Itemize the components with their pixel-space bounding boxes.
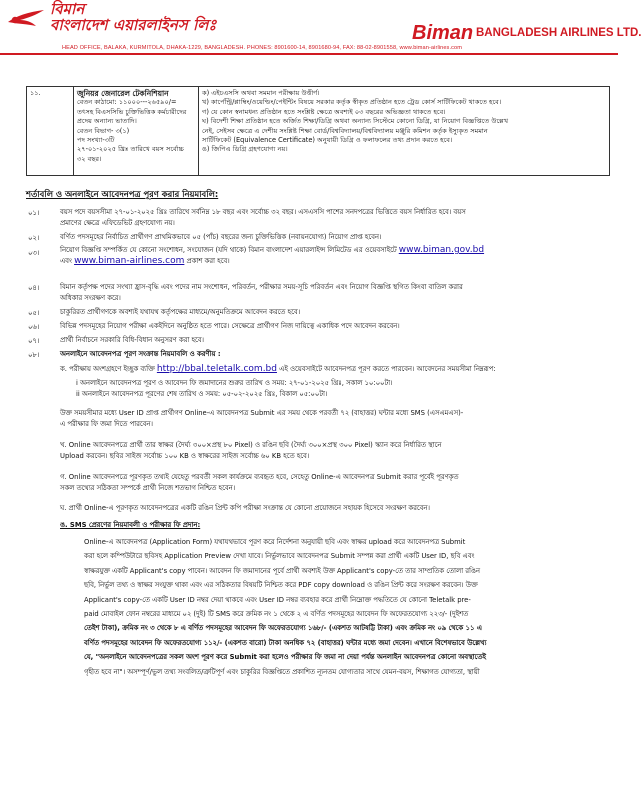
condition-heading: অনলাইনে আবেদনপত্র পূরণ সংক্রান্ত নিয়মাবলি ও করণীয় : — [60, 350, 221, 358]
sub-text: উক্ত সময়সীমার মধ্যে User ID প্রাপ্ত প্রার্থীগণ Online-এ আবেদনপত্র Submit এর সময় থেকে পরবর্তী ৭২ (বাহাত্তর) ঘন্টার মধ্যে SMS (এসএমএস)- — [60, 409, 464, 417]
sub-item-ga — [60, 472, 612, 494]
sub-text: ক. পরীক্ষায় অংশগ্রহণে ইচ্ছুক ব্যক্তি — [60, 365, 155, 373]
job-post-cell — [74, 87, 199, 176]
condition-item — [60, 245, 610, 267]
sms-line: করা হলে কম্পিউটারে ছবিসহ Application Preview দেখা যাবে। নির্ভুলভাবে আবেদনপত্র Submit সম্পন্ন করা প্রার্থী একটি User ID, ছবি এবং — [84, 552, 475, 561]
schedule-line — [76, 378, 612, 400]
condition-item — [60, 307, 610, 318]
sub-text: এই ওয়েবসাইটে আবেদনপত্র পূরণ করতে পারবেন। আবেদনের সময়সীমা নিম্নরূপ: — [279, 365, 496, 373]
sub-text: ঘ. প্রার্থী Online-এ পূরণকৃত আবেদনপত্রের একটি রঙিন প্রিন্ট কপি পরীক্ষা সংক্রান্ত যে কোনো প্রয়োজনে সহায়ক হিসেবে সংরক্ষণ করবেন। — [60, 504, 430, 512]
item-number: ০৭। — [28, 337, 40, 345]
sms-line: স্বাক্ষরযুক্ত একটি Applicant's copy পাবেন। আবেদন ফি জমাদানের পূর্বে প্রার্থী অবশ্যই উক্ত Applicant's copy-তে তার সাম্প্রতিক তোলা রঙিন — [84, 566, 480, 575]
condition-text: অধিকার সংরক্ষণ করে। — [60, 294, 121, 303]
schedule-start: i অনলাইনে আবেদনপত্র পূরণ ও আবেদন ফি জমাদানের শুরুর তারিখ ও সময়: ২৭-০১-২০২৫ খ্রিঃ, সকাল ১০:০০টা। — [76, 379, 393, 387]
qualification-line: ঘ) বিদেশী শিক্ষা প্রতিষ্ঠান হতে অর্জিত শিক্ষা/ডিগ্রি অথবা অন্যান্য সিস্টেমে কোনো ডিগ্রি, যা নিয়োগ বিজ্ঞপ্তিতে উল্লেখ — [202, 117, 509, 126]
qualification-line: গ) যে কোন স্বনামধন্য প্রতিষ্ঠান হতে সংশ্লিষ্ট ক্ষেত্রে অবশ্যই ০৩ বছরের অভিজ্ঞতা থাকতে হবে। — [202, 107, 446, 116]
letterhead — [0, 0, 641, 58]
item-number: ০৪। — [28, 284, 40, 292]
qualification-line: ক) এইচএসসি অথবা সমমান পরীক্ষায় উত্তীর্ণ। — [202, 89, 320, 97]
condition-item — [60, 207, 610, 229]
sub-item-gha — [60, 503, 612, 514]
sub-text: খ. Online আবেদনপত্রে প্রার্থী তার স্বাক্ষর (দৈর্ঘ্য ৩০০×প্রস্থ ৮০ Pixel) ও রঙিন ছবি (দৈর্ঘ্য ৩০০×প্রস্থ ৩০০ Pixel) স্ক্যান করে নির্ধারিত স্থানে — [60, 441, 442, 449]
job-qualification-cell — [199, 87, 610, 176]
sub-note — [60, 408, 612, 430]
condition-item — [60, 321, 610, 332]
sub-text: সকল তথ্যের সঠিকতা সম্পর্কে প্রার্থী নিজে শতভাগ নিশ্চিত হবেন। — [60, 484, 236, 493]
condition-text: এবং — [60, 257, 72, 266]
biman-airlines-link[interactable]: www.biman-airlines.com — [74, 256, 185, 267]
teletalk-link[interactable]: http://bbal.teletalk.com.bd — [156, 364, 277, 374]
qualification-line: খ) কার্পেন্ট্রি/প্লাম্বিং/ওয়েল্ডিং/পেইন্টিং বিষয়ে সরকার কর্তৃক স্বীকৃত প্রতিষ্ঠান হতে ট্রেড কোর্স সার্টিফিকেট থাকতে হবে। — [202, 98, 502, 107]
job-left-line: বেতন কাঠামো: ১১০০০---২৬৫৯০/= — [77, 98, 177, 107]
letterhead-bangla-company: বাংলাদেশ এয়ারলাইনস লিঃ — [50, 16, 217, 34]
letterhead-brand: Biman — [412, 22, 474, 44]
job-left-line: তৎসহ বিএসসিভি চুক্তিভিত্তিক কর্মচারীদের — [77, 107, 187, 116]
job-serial: ১১. — [27, 87, 74, 176]
table-row — [27, 87, 610, 176]
item-number: ০৮। — [28, 351, 40, 359]
condition-item — [60, 232, 610, 243]
item-number: ০১। — [28, 209, 40, 217]
condition-text: প্রকাশ করা হবে। — [186, 257, 230, 266]
letterhead-bangla-name: বিমান — [50, 0, 85, 18]
sub-text: গ. Online আবেদনপত্রে পূরণকৃত তথ্যই যেহেতু পরবর্তী সকল কার্যক্রমে ব্যবহৃত হবে, সেহেতু Online-এ আবেদনপত্র Submit করার পূর্বেই পূরণকৃত — [60, 473, 459, 481]
item-number: ০৫। — [28, 309, 40, 317]
sms-line: Applicant's copy-তে একটি User ID নম্বর দেয়া থাকবে এবং User ID নম্বর ব্যবহার করে প্রার্থী নিম্নোক্ত পদ্ধতিতে যে কোনো Teletalk pre- — [84, 595, 471, 604]
condition-text: বর্ণিত পদসমূহের নির্বাচিত প্রার্থীগণ প্রাথমিকভাবে ০৫ (পাঁচ) বছরের জন্য চুক্তিভিত্তিক (নবায়নযোগ্য) নিয়োগ প্রাপ্ত হবেন। — [60, 233, 382, 241]
condition-text: বিমান কর্তৃপক্ষ পদের সংখ্যা হ্রাস-বৃদ্ধি এবং পদের নাম সংশোধন, পরিবর্তন, পরীক্ষার সময়-সূচি পরিবর্তন এবং নিয়োগ বিজ্ঞপ্তি স্থগিত কিংবা বাতিল করার — [60, 283, 463, 291]
sub-text: এ পরীক্ষার ফি জমা দিতে পারবেন। — [60, 420, 153, 429]
condition-text: প্রার্থী নির্বাচনে সরকারি বিধি-বিধান অনুসরণ করা হবে। — [60, 336, 204, 344]
job-left-line: বেতন বিভাগ- ৩(১) — [77, 126, 130, 135]
qualification-line: ঙ) জিপিএ ডিগ্রি গ্রহণযোগ্য নয়। — [202, 145, 288, 154]
sms-line: Online-এ আবেদনপত্র (Application Form) যথাযথভাবে পূরণ করে নির্দেশনা অনুযায়ী ছবি এবং স্বাক্ষর upload করে আবেদনপত্র Submit — [84, 538, 466, 546]
condition-item — [60, 349, 610, 360]
job-title: জুনিয়র জেনারেল টেকনিশিয়ান — [77, 89, 169, 98]
condition-item — [60, 282, 610, 304]
item-number: ০৬। — [28, 323, 40, 331]
schedule-end: ii অনলাইনে আবেদনপত্র পূরণের শেষ তারিখ ও সময়: ০৫-০২-২০২৫ খ্রিঃ, বিকাল ০৫:০০টা। — [76, 390, 328, 399]
sms-line: তেইশ টাকা), ক্রমিক নং ৩ থেকে ৮ এ বর্ণিত পদসমূহের আবেদন ফি অফেরতযোগ্য ১৬৮/- (একশত আটষট্টি টাকা) এবং ক্রমিক নং ০৯ থেকে ১১ এ — [84, 624, 482, 633]
sub-item-umo — [60, 520, 612, 531]
biman-gov-link[interactable]: www.biman.gov.bd — [398, 245, 485, 255]
job-left-line: প্রদেয় অন্যান্য ভাতাদি। — [77, 117, 137, 126]
condition-item — [60, 335, 610, 346]
condition-text: নিয়োগ বিজ্ঞপ্তি সম্পর্কিত যে কোনো সংশোধন, সংযোজন (যদি থাকে) বিমান বাংলাদেশ এয়ারলাইন্স লিমিটেড এর ওয়েবসাইটে — [60, 246, 397, 254]
sub-item-kha — [60, 440, 612, 462]
letterhead-brand-rest: BANGLADESH AIRLINES LTD. — [476, 27, 641, 39]
section-title: শর্তাবলি ও অনলাইনে আবেদনপত্র পূরণ করার নিয়মাবলি: — [26, 189, 219, 199]
sub-item-ka — [60, 364, 612, 375]
letterhead-divider — [0, 53, 618, 55]
job-left-line: ২৭-০১-২০২৫ খ্রিঃ তারিখে বয়স সর্বোচ্চ — [77, 145, 184, 154]
sms-line: যে, "অনলাইনে আবেদনপত্রের সকল অংশ পূরণ করে Submit করা হলেও পরীক্ষার ফি জমা না দেয়া পর্যন্ত অনলাইন আবেদনপত্র কোনো অবস্থাতেই — [84, 653, 486, 662]
job-table — [26, 86, 610, 176]
item-number: ০৩। — [28, 249, 40, 257]
condition-text: চাকুরিরত প্রার্থীগণকে অবশ্যই যথাযথ কর্তৃপক্ষের মাধ্যমে/অনুমতিক্রমে আবেদন করতে হবে। — [60, 308, 301, 316]
qualification-line: নেই, সেইসব ক্ষেত্রে এ দেশীয় সংশ্লিষ্ট শিক্ষা বোর্ড/বিশ্ববিদ্যালয়/বিশ্ববিদ্যালয় মঞ্জুরি কমিশন কর্তৃক ইস্যুকৃত সমমান — [202, 126, 488, 135]
qualification-line: সার্টিফিকেট (Equivalence Certificate) অনুযায়ী ডিগ্রি ও ফলাফলের তথ্য প্রদান করতে হবে। — [202, 136, 453, 145]
condition-text: বিভিন্ন পদসমূহের নিয়োগ পরীক্ষা একইদিনে অনুষ্ঠিত হতে পারে। সেক্ষেত্রে প্রার্থীগণ নিজ দায়িত্বে একাধিক পদে আবেদন করবেন। — [60, 322, 400, 330]
sms-line: paid মোবাইল ফোন নম্বরের মাধ্যমে ০২ (দুই) টি SMS করে ক্রমিক নং ১ থেকে ২ এ বর্ণিত পদসমূহের আবেদন ফি অফেরতযোগ্য ২২৩/- (দুইশত — [84, 610, 469, 619]
condition-text: প্রমাণের ক্ষেত্রে এফিডেভিট গ্রহণযোগ্য নয়। — [60, 219, 175, 228]
sms-line: গৃহীত হবে না"। অসম্পূর্ণ/ভুল তথ্য সংবলিত/ত্রুটিপূর্ণ এবং চাকুরির বিজ্ঞপ্তিতে প্রকাশিত ন্যূনতম যোগ্যতার সাথে যেমন-বয়স, শিক্ষাগত যোগ্যতা, স্থায়ী — [84, 667, 480, 676]
sub-text: Upload করবেন। ছবির সাইজ সর্বোচ্চ ১০০ KB ও স্বাক্ষরের সাইজ সর্বোচ্চ ৬০ KB হতে হবে। — [60, 452, 310, 461]
job-left-line: পদ সংখ্যা-৩টি — [77, 136, 115, 145]
sms-line: ছবি, নির্ভুল তথ্য ও স্বাক্ষর সংযুক্ত থাকা এবং এর সঠিকতার বিষয়টি নিশ্চিত করে PDF copy download ও রঙিন প্রিন্ট করে সংরক্ষণ করবেন। উক্ত — [84, 581, 478, 590]
sms-section-title: ঙ. SMS প্রেরণের নিয়মাবলী ও পরীক্ষার ফি প্রদান: — [60, 521, 201, 529]
letterhead-address: HEAD OFFICE, BALAKA, KURMITOLA, DHAKA-1229, BANGLADESH. PHONES: 8901600-14, 8901680-94, FAX: 88-02-8901558, www.biman-airlines.com — [62, 45, 462, 51]
condition-text: বয়স পদে বয়সসীমা ২৭-০১-২০২৫ খ্রিঃ তারিখে সর্বনিম্ন ১৮ বছর এবং সর্বোচ্চ ৩২ বছর। এসএসসি পাশের সনদপত্রের ভিত্তিতে বয়স নির্ধারিত হবে। বয়স — [60, 208, 466, 216]
sms-instructions — [84, 535, 612, 679]
sms-line: বর্ণিত পদসমূহের আবেদন ফি অফেরতযোগ্য ১১২/- (একশত বারো) টাকা অনধিক ৭২ (বাহাত্তর) ঘন্টার মধ্যে জমা দেবেন। এখানে বিশেষভাবে উল্লেখ্য — [84, 638, 487, 647]
biman-logo-icon — [6, 6, 46, 34]
item-number: ০২। — [28, 234, 40, 242]
job-left-line: ৩২ বছর। — [77, 154, 102, 163]
